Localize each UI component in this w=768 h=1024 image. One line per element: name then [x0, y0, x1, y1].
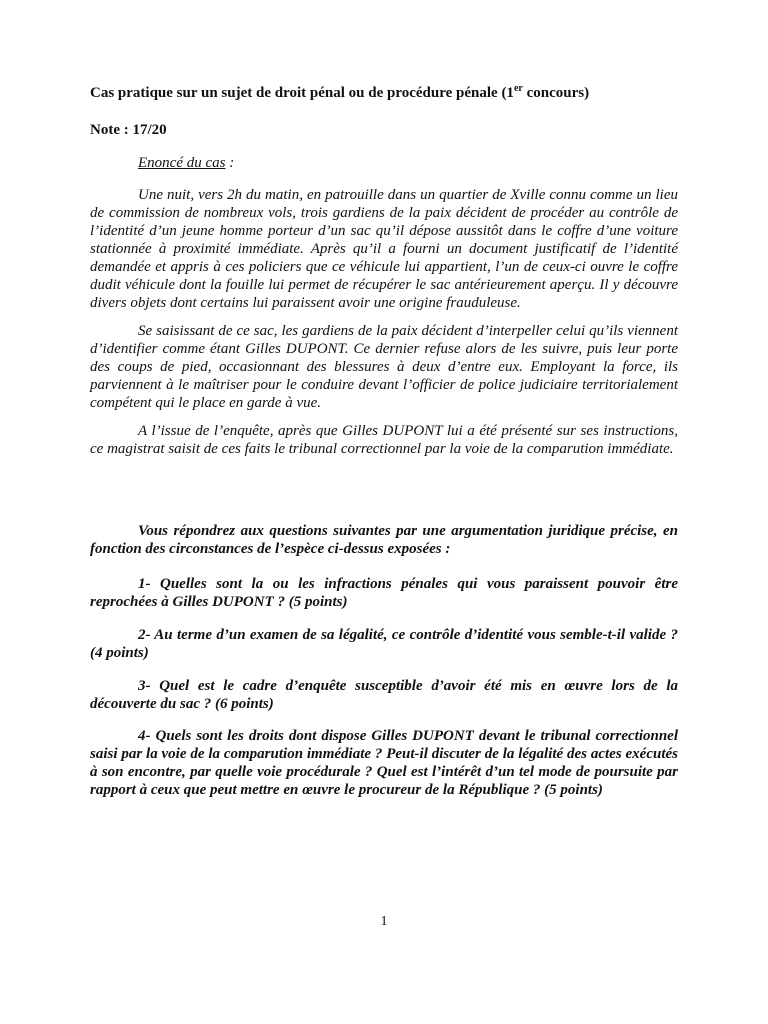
- title-end: concours): [522, 85, 590, 101]
- case-paragraph-1: Une nuit, vers 2h du matin, en patrouille dans un quartier de Xville connu comme un lieu de commission de nombreux vols, trois gardiens de la paix décident de procéder au contrôle de l’identité d’un jeune homme porteur d’un sac qu’il dépose aussitôt dans le coffre d’une voiture stationnée à proximité immédiate. Après qu’il a fourni un document justificatif de l’identité demandée et appris à ces policiers que ce véhicule lui appartient, l’un de ceux-ci ouvre le coffre dudit véhicule dont la fouille lui permet de récupérer le sac antérieurement aperçu. Il y découvre divers objets dont certains lui paraissent avoir une origine frauduleuse.: [90, 187, 678, 311]
- question-3: 3- Quel est le cadre d’enquête susceptible d’avoir été mis en œuvre lors de la découverte du sac ? (6 points): [90, 678, 678, 712]
- document-title: [90, 82, 690, 104]
- page-number: 1: [380, 914, 388, 929]
- instructions: Vous répondrez aux questions suivantes par une argumentation juridique précise, en fonction des circonstances de l’espèce ci-dessus exposées :: [90, 523, 678, 557]
- case-paragraph-3: A l’issue de l’enquête, après que Gilles DUPONT lui a été présenté sur ses instructions, ce magistrat saisit de ces faits le tribunal correctionnel par la voie de la comparution immédiate.: [90, 423, 678, 457]
- grade: Note : 17/20: [90, 122, 167, 138]
- question-1: 1- Quelles sont la ou les infractions pénales qui vous paraissent pouvoir être reprochées à Gilles DUPONT ? (5 points): [90, 576, 678, 610]
- title-main: Cas pratique sur un sujet de droit pénal ou de procédure pénale (1: [90, 85, 514, 101]
- section-label-text: Enoncé du cas: [138, 155, 226, 171]
- case-paragraph-2: Se saisissant de ce sac, les gardiens de la paix décident d’interpeller celui qu’ils viennent d’identifier comme étant Gilles DUPONT. Ce dernier refuse alors de les suivre, puis leur porte des coups de pied, occasionnant des blessures à deux d’entre eux. Employant la force, ils parviennent à le maîtriser pour le conduire devant l’officier de police judiciaire territorialement compétent qui le place en garde à vue.: [90, 323, 678, 411]
- question-2: 2- Au terme d’un examen de sa légalité, ce contrôle d’identité vous semble-t-il valide ? (4 points): [90, 627, 678, 661]
- question-4: 4- Quels sont les droits dont dispose Gilles DUPONT devant le tribunal correctionnel saisi par la voie de la comparution immédiate ? Peut-il discuter de la légalité des actes exécutés à son encontre, par quelle voie procédurale ? Quel est l’intérêt d’un tel mode de poursuite par rapport à ceux que peut mettre en œuvre le procureur de la République ? (5 points): [90, 728, 678, 798]
- title-superscript: er: [513, 83, 523, 94]
- section-label-colon: :: [225, 155, 235, 171]
- section-label: [138, 153, 234, 173]
